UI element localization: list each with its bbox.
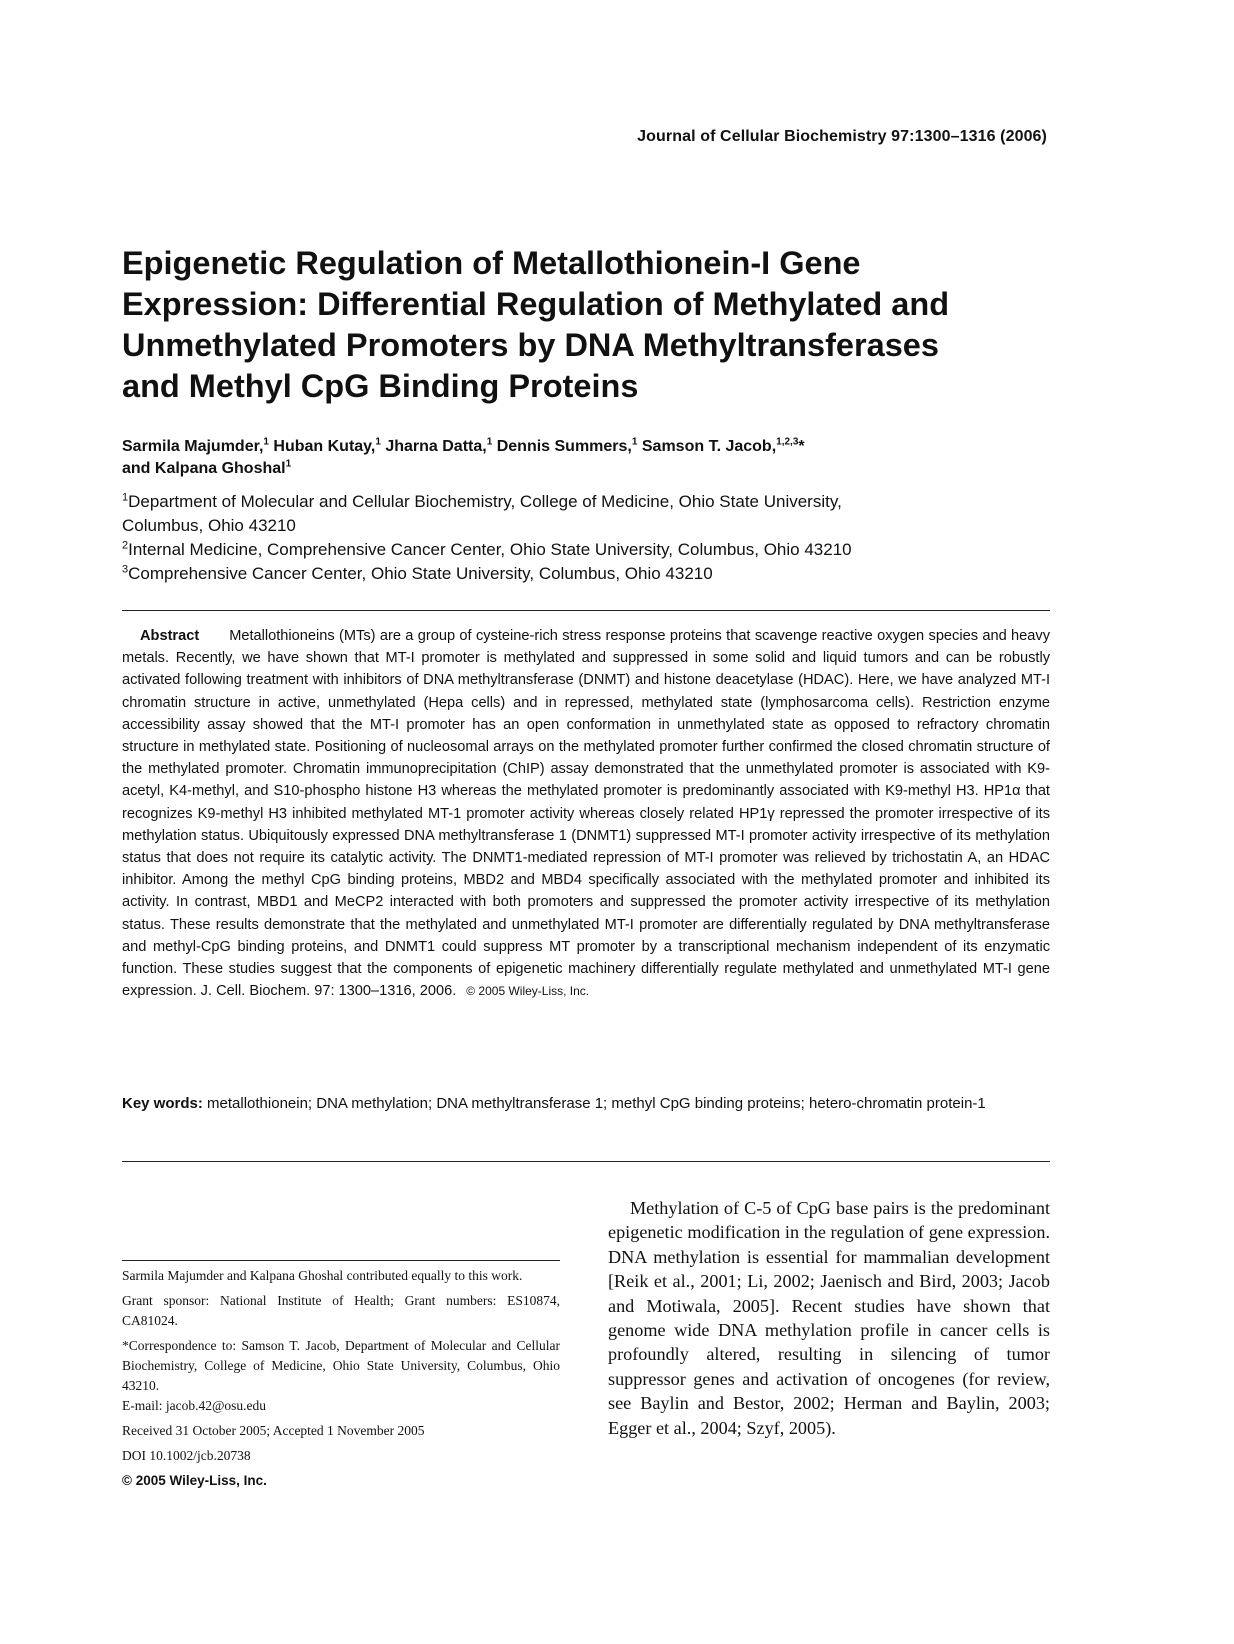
author-name: Samson T. Jacob, bbox=[637, 438, 777, 455]
affiliation-line bbox=[122, 490, 1082, 514]
author-list bbox=[122, 436, 1082, 480]
affiliation-sup: 1 bbox=[122, 491, 129, 504]
affiliation-line bbox=[122, 562, 1082, 586]
title-line: and Methyl CpG Binding Proteins bbox=[122, 368, 639, 404]
author-name: Dennis Summers, bbox=[492, 438, 632, 455]
abstract-label: Abstract bbox=[140, 628, 200, 644]
body-column-right bbox=[608, 1196, 1050, 1440]
keywords-text: metallothionein; DNA methylation; DNA methyltransferase 1; methyl CpG binding proteins; hetero-chromatin protein-1 bbox=[207, 1095, 986, 1112]
author-name: Huban Kutay, bbox=[268, 438, 376, 455]
abstract-copyright: © 2005 Wiley-Liss, Inc. bbox=[466, 984, 590, 999]
keywords-block bbox=[122, 1093, 1050, 1115]
corresponding-mark: * bbox=[798, 438, 805, 455]
footnote-grant: Grant sponsor: National Institute of Health; Grant numbers: ES10874, CA81024. bbox=[122, 1293, 560, 1328]
author-sup: 1 bbox=[486, 436, 493, 448]
footnote-copyright: © 2005 Wiley-Liss, Inc. bbox=[122, 1473, 267, 1488]
abstract-bottom-rule bbox=[122, 1161, 1050, 1162]
article-title bbox=[122, 243, 1082, 407]
abstract-top-rule bbox=[122, 610, 1050, 611]
affiliation-line bbox=[122, 538, 1082, 562]
author-name: and Kalpana Ghoshal bbox=[122, 460, 286, 477]
body-paragraph: Methylation of C-5 of CpG base pairs is the predominant epigenetic modification in the regulation of gene expression. DNA methylation is essential for mammalian development [Reik et al., 2001; Li, 2002; Jaenisch and Bird, 2003; Jacob and Motiwala, 2005]. Recent studies have shown that genome wide DNA methylation profile in cancer cells is profoundly altered, resulting in silencing of tumor suppressor genes and activation of oncogenes (for review, see Baylin and Bestor, 2002; Herman and Baylin, 2003; Egger et al., 2004; Szyf, 2005). bbox=[608, 1198, 1050, 1438]
author-name: Jharna Datta, bbox=[380, 438, 487, 455]
abstract-block bbox=[122, 625, 1050, 1002]
affiliations bbox=[122, 490, 1082, 586]
affiliation-line: Columbus, Ohio 43210 bbox=[122, 516, 296, 535]
title-line: Expression: Differential Regulation of Methylated and bbox=[122, 286, 950, 322]
footnote-received: Received 31 October 2005; Accepted 1 November 2005 bbox=[122, 1423, 425, 1438]
affiliation-text: Department of Molecular and Cellular Biochemistry, College of Medicine, Ohio State University, bbox=[128, 492, 842, 511]
journal-header: Journal of Cellular Biochemistry 97:1300–1316 (2006) bbox=[637, 128, 1047, 145]
author-sup: 1,2,3 bbox=[776, 436, 799, 448]
author-sup: 1 bbox=[263, 436, 269, 448]
title-line: Epigenetic Regulation of Metallothionein-I Gene bbox=[122, 245, 861, 281]
keywords-paragraph bbox=[122, 1093, 1050, 1115]
footnote-correspondence: *Correspondence to: Samson T. Jacob, Department of Molecular and Cellular Biochemistry, College of Medicine, Ohio State University, Columbus, Ohio 43210. bbox=[122, 1338, 560, 1393]
author-name: Sarmila Majumder, bbox=[122, 438, 264, 455]
keywords-label: Key words: bbox=[122, 1095, 203, 1112]
affiliation-text: Internal Medicine, Comprehensive Cancer Center, Ohio State University, Columbus, Ohio 43210 bbox=[128, 540, 852, 559]
affiliation-text: Comprehensive Cancer Center, Ohio State University, Columbus, Ohio 43210 bbox=[128, 564, 713, 583]
author-sup: 1 bbox=[631, 436, 638, 448]
author-sup: 1 bbox=[285, 458, 292, 470]
footnote-email: E-mail: jacob.42@osu.edu bbox=[122, 1398, 267, 1413]
author-sup: 1 bbox=[375, 436, 381, 448]
footnotes bbox=[122, 1266, 560, 1496]
title-line: Unmethylated Promoters by DNA Methyltransferases bbox=[122, 327, 939, 363]
footnote-contrib: Sarmila Majumder and Kalpana Ghoshal contributed equally to this work. bbox=[122, 1268, 523, 1283]
abstract-paragraph bbox=[122, 625, 1050, 1002]
footnote-rule bbox=[122, 1260, 560, 1261]
affiliation-sup: 3 bbox=[122, 563, 129, 576]
affiliation-sup: 2 bbox=[122, 539, 129, 552]
author-line bbox=[122, 458, 1082, 480]
abstract-text: Metallothioneins (MTs) are a group of cysteine-rich stress response proteins that scavenge reactive oxygen species and heavy metals. Recently, we have shown that MT-I promoter is methylated and suppressed in some solid and liquid tumors and can be robustly activated following treatment with inhibitors of DNA methyltransferase (DNMT) and histone deacetylase (HDAC). Here, we have analyzed MT-I chromatin structure in active, unmethylated (Hepa cells) and in repressed, methylated state (lymphosarcoma cells). Restriction enzyme accessibility assay showed that the MT-I promoter has an open conformation in unmethylated state as opposed to refractory chromatin structure in methylated state. Positioning of nucleosomal arrays on the methylated promoter further confirmed the closed chromatin structure of the methylated promoter. Chromatin immunoprecipitation (ChIP) assay demonstrated that the unmethylated promoter is associated with K9-acetyl, K4-methyl, and S10-phospho histone H3 whereas the methylated promoter is predominantly associated with K9-methyl H3. HP1α that recognizes K9-methyl H3 inhibited methylated MT-1 promoter activity whereas closely related HP1γ repressed the promoter irrespective of its methylation status. Ubiquitously expressed DNA methyltransferase 1 (DNMT1) suppressed MT-I promoter activity irrespective of its methylation status that does not require its catalytic activity. The DNMT1-mediated repression of MT-I promoter was relieved by trichostatin A, an HDAC inhibitor. Among the methyl CpG binding proteins, MBD2 and MBD4 specifically associated with the methylated promoter and inhibited its activity. In contrast, MBD1 and MeCP2 interacted with both promoters and suppressed the promoter activity irrespective of its methylation status. These results demonstrate that the methylated and unmethylated MT-I promoter are differentially regulated by DNA methyltransferase and methyl-CpG binding proteins, and DNMT1 could suppress MT promoter by a transcriptional mechanism independent of its enzymatic function. These studies suggest that the components of epigenetic machinery differentially regulate methylated and unmethylated MT-I gene expression. J. Cell. Biochem. 97: 1300–1316, 2006. bbox=[122, 628, 1050, 1000]
author-line bbox=[122, 436, 1082, 458]
footnote-doi: DOI 10.1002/jcb.20738 bbox=[122, 1448, 251, 1463]
